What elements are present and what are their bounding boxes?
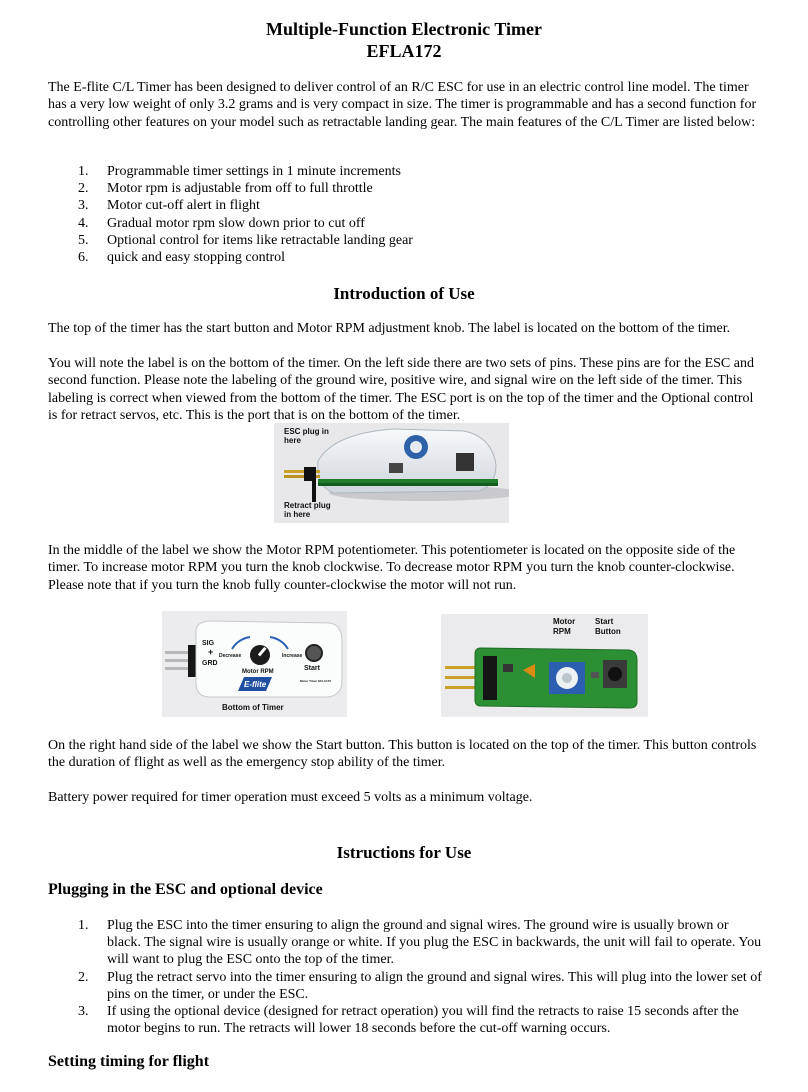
label-increase: Increase bbox=[282, 653, 303, 659]
list-item: 3. If using the optional device (designed for retract operation) you will find the retracts to raise 15 seconds after the motor begins to run. The retracts will lower 18 seconds before the cut-off warning occurs. bbox=[78, 1004, 739, 1037]
feature-list bbox=[48, 163, 763, 266]
timer-top-photo bbox=[441, 614, 648, 717]
label-grd: GRD bbox=[202, 660, 218, 667]
document-subtitle: EFLA172 bbox=[366, 41, 442, 61]
list-item: 2. Plug the retract servo into the timer ensuring to align the ground and signal wires. This will plug into the lower set of pins on the timer, or under the ESC. bbox=[78, 969, 762, 1002]
label-model: Motor Timer EFLA172 bbox=[300, 679, 331, 683]
introduction-paragraph-4: On the right hand side of the label we show the Start button. This button is located on the top of the timer. This button controls the duration of flight as well as the emergency stop ability of the timer. bbox=[48, 738, 757, 771]
figure1-caption-esc: ESC plug in here bbox=[284, 427, 329, 445]
list-item: 5. Optional control for items like retractable landing gear bbox=[78, 232, 413, 248]
list-item: 2. Motor rpm is adjustable from off to full throttle bbox=[78, 181, 373, 197]
label-motor-rpm: Motor RPM bbox=[242, 669, 274, 675]
intro-paragraph: The E-flite C/L Timer has been designed to deliver control of an R/C ESC for use in an electric control line model. The timer has a very low weight of only 3.2 grams and is very compact in size. The timer is programmable and has a second function for controlling other features on your model such as retractable landing gear. The main features of the C/L Timer are listed below: bbox=[48, 80, 757, 130]
introduction-paragraph-1: The top of the timer has the start button and Motor RPM adjustment knob. The label is located on the bottom of the timer. bbox=[48, 321, 731, 336]
label-sig: SIG bbox=[202, 640, 215, 647]
instruction-steps bbox=[48, 917, 763, 1037]
list-item: 4. Gradual motor rpm slow down prior to cut off bbox=[78, 215, 365, 231]
label-decrease: Decrease bbox=[219, 653, 242, 659]
introduction-paragraph-2: You will note the label is on the bottom of the timer. On the left side there are two sets of pins. These pins are for the ESC and second function. Please note the labeling of the ground wire, positive wire, and signal wire on the left side of the timer. This labeling is correct when viewed from the bottom of the timer. The ESC port is on the top of the timer and the Optional control is for retract servos, etc. This is the port that is on the bottom of the timer. bbox=[48, 356, 754, 424]
label-plus: + bbox=[208, 647, 214, 657]
timer-bottom-photo bbox=[162, 611, 347, 717]
document-title: Multiple-Function Electronic Timer bbox=[266, 19, 542, 39]
section-heading-instructions: Istructions for Use bbox=[336, 843, 472, 862]
list-item: 1. Programmable timer settings in 1 minute increments bbox=[78, 164, 401, 179]
list-item: 3. Motor cut-off alert in flight bbox=[78, 198, 260, 214]
subheading-plugging: Plugging in the ESC and optional device bbox=[48, 881, 323, 898]
section-heading-introduction: Introduction of Use bbox=[333, 284, 475, 303]
timer-side-photo bbox=[274, 423, 509, 523]
introduction-paragraph-3: In the middle of the label we show the Motor RPM potentiometer. This potentiometer is located on the opposite side of the timer. To increase motor RPM you turn the knob clockwise. To decrease motor RPM you turn the knob counter-clockwise. Please note that if you turn the knob fully counter-clockwise the motor will not run. bbox=[48, 543, 736, 593]
list-item: 1. Plug the ESC into the timer ensuring to align the ground and signal wires. The ground wire is usually brown or black. The signal wire is usually orange or white. If you plug the ESC in backwards, the unit will fail to operate. You will want to plug the ESC onto the top of the timer. bbox=[78, 918, 762, 968]
brand-logo: E-flite bbox=[244, 680, 267, 689]
list-item: 6. quick and easy stopping control bbox=[78, 250, 286, 266]
label-motor-rpm-top: Motor RPM bbox=[553, 617, 576, 636]
subheading-setting-timing: Setting timing for flight bbox=[48, 1053, 210, 1070]
label-start: Start bbox=[304, 665, 320, 672]
label-start-button: Start Button bbox=[595, 617, 621, 636]
figure2-caption: Bottom of Timer bbox=[222, 703, 284, 712]
introduction-paragraph-5: Battery power required for timer operation must exceed 5 volts as a minimum voltage. bbox=[48, 790, 533, 805]
figure1-caption-retract: Retract plug in here bbox=[284, 501, 331, 519]
